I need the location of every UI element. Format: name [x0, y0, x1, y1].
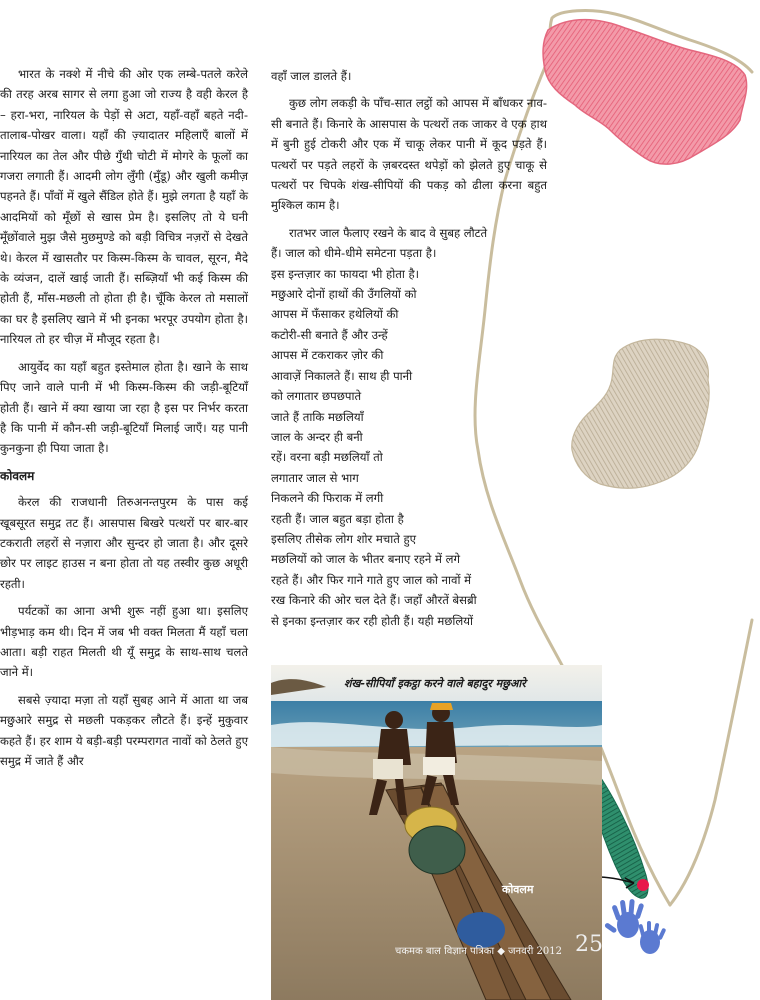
shaped-text-line: हैं। जाल को धीमे-धीमे समेटना पड़ता है। [271, 246, 437, 261]
shaped-text-block [271, 223, 547, 631]
paragraph-opening: वहाँ जाल डालते हैं। [271, 69, 352, 83]
paragraph-kovalam-beaches: केरल की राजधानी तिरुअनन्तपुरम के पास कई खूबसूरत समुद्र तट हैं। आसपास बिखरे पत्थरों पर बार-बार टकराती लहरों से नज़ारा और सुन्दर हो जाता है। और दूसरे छोर पर लाइट हाउस न बना होता तो यह तस्वीर कुछ अधूरी रहती। [0, 495, 248, 591]
magazine-footer: चकमक बाल विज्ञान पत्रिका ◆ जनवरी 2012 [395, 946, 562, 957]
photo-caption: शंख-सीपियाँ इकट्ठा करने वाले बहादुर मछुआरे [344, 677, 526, 690]
shaped-text-line: इस इन्तज़ार का फायदा भी होता है। [271, 266, 420, 281]
paragraph-tourists: पर्यटकों का आना अभी शुरू नहीं हुआ था। इसलिए भीड़भाड़ कम थी। दिन में जब भी वक्त मिलता मैं यहाँ चला आता। बड़ी राहत मिलती थी यूँ समुद्र के साथ-साथ चलते जाने में। [0, 604, 248, 680]
kovalam-map-label: कोवलम [502, 883, 534, 896]
kovalam-marker [637, 879, 649, 891]
paragraph-kerala-intro: भारत के नक्शे में नीचे की ओर एक लम्बे-पतले करेले की तरह अरब सागर से लगा हुआ जो राज्य है वही केरल है – हरा-भरा, नारियल के पेड़ों से अटा, यहाँ-वहाँ बहते नदी-तालाब-पोखर वाला। यहाँ की ज़्यादातर महिलाएँ बालों में नारियल का तेल और पीछे गुँथी चोटी में मोगरे के फूलों का गजरा लगाती हैं। आदमी लोग लुँगी (मुँडू) और खुली कमीज़ पहनते हैं। पाँवों में खुले सैंडिल होते हैं। मुझे लगता है यहाँ के आदमियों को मूँछों से खास प्रेम है। इसलिए तो ये घनी मूँछोंवाले मुझ जैसे मुछमुण्डे को बड़ी विचित्र नज़रों से देखते थे। केरल में खासतौर पर किस्म-किस्म के चावल, सूरन, मैदे के व्यंजन, दालें खाई जाती हैं। सब्ज़ियाँ भी कई किस्म की होती हैं, माँस-मछली तो होता ही है। चूँकि केरल तो मसालों का घर है इसलिए खाने में भी इनका भरपूर उपयोग होता है। नारियल तो हर चीज़ में मौजूद रहता है। [0, 67, 248, 347]
shaped-text-line: रातभर जाल फैलाए रखने के बाद वे सुबह लौटते [289, 225, 488, 240]
paragraph-log-boats: कुछ लोग लकड़ी के पाँच-सात लट्ठों को आपस में बाँधकर नाव-सी बनाते हैं। किनारे के आसपास के पत्थरों तक जाकर वे एक हाथ में बुनी हुई टोकरी और एक में चाकू लेकर पानी में कूद पड़ते हैं। पत्थरों पर पड़ते लहरों के ज़बरदस्त थपेड़ों को झेलते हुए चाकू से पत्थरों पर चिपके शंख-सीपियों की पकड़ को ढीला करना बहुत मुश्किल काम है। [271, 96, 547, 213]
shaped-text-line: रख किनारे की ओर चल देते हैं। जहाँ औरतें बेसब्री [271, 593, 477, 608]
india-outline-east [670, 620, 752, 905]
shaped-text-line: निकलने की फिराक में लगी [271, 491, 384, 506]
left-text-column [0, 64, 248, 778]
shaped-text-line: रहें। वरना बड़ी मछलियाँ तो [271, 450, 383, 465]
handprint-decoration [604, 899, 666, 954]
shaped-text-line: मछुआरे दोनों हाथों की उँगलियों को [271, 287, 417, 302]
shaped-text-line: से इनका इन्तज़ार कर रही होती हैं। यही मछलियों [271, 613, 473, 628]
shaped-text-line: को लगातार छपछपाते [271, 389, 362, 404]
page-number: 25 [575, 932, 603, 957]
shaped-text-line: आपस में टकराकर ज़ोर की [271, 348, 384, 363]
paragraph-ayurveda: आयुर्वेद का यहाँ बहुत इस्तेमाल होता है। खाने के साथ पिए जाने वाले पानी में भी किस्म-किस्म की जड़ी-बूटियाँ होती हैं। खाने में क्या खाया जा रहा है इस पर निर्भर करता है कि पानी में कौन-सी जड़ी-बूटियाँ मिलाई जाएँ। यह पानी कुनकुना ही पिया जाता है। [0, 359, 248, 456]
shaped-text-line: आपस में फँसाकर हथेलियों की [271, 307, 399, 322]
shaped-text-line: कटोरी-सी बनाते हैं और उन्हें [271, 327, 388, 342]
kashmir-region [543, 20, 747, 165]
shaped-text-line: जाल के अन्दर ही बनी [271, 429, 363, 444]
shaped-text-line: जाते हैं ताकि मछलियाँ [271, 409, 364, 424]
shaped-text-line: आवाज़ें निकालते हैं। साथ ही पानी [271, 368, 413, 383]
shaped-text-line: इसलिए तीसेक लोग शोर मचाते हुए [271, 531, 417, 546]
shaped-text-line: रहते हैं। और फिर गाने गाते हुए जाल को नावों में [271, 572, 472, 587]
central-region [572, 339, 709, 488]
section-heading-kovalam: कोवलम [0, 468, 35, 483]
paragraph-fishermen: सबसे ज़्यादा मज़ा तो यहाँ सुबह आने में आता था जब मछुआरे समुद्र से मछली पकड़कर लौटते हैं। इन्हें मुकुवार कहते हैं। हर शाम ये बड़ी-बड़ी परम्परागत नावों को ठेलते हुए समुद्र में जाते हैं और [0, 692, 248, 768]
shaped-text-line: मछलियों को जाल के भीतर बनाए रहने में लगे [271, 552, 461, 567]
shaped-text-line: लगातार जाल से भाग [271, 470, 359, 485]
right-text-column [271, 66, 547, 631]
shaped-text-line: रहती हैं। जाल बहुत बड़ा होता है [271, 511, 404, 526]
